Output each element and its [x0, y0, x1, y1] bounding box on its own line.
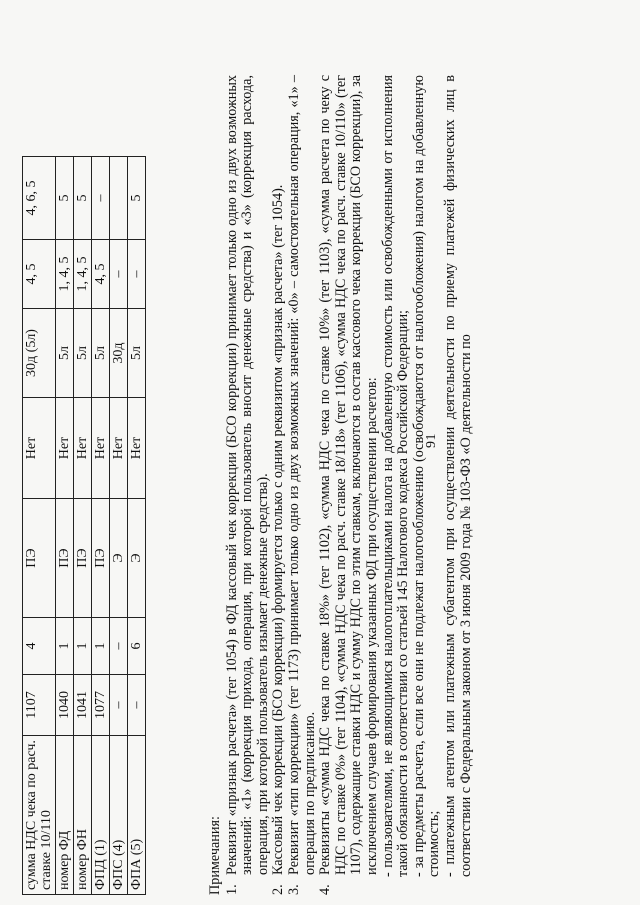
table-cell: ФПС (4) — [110, 736, 128, 895]
note-text: Реквизит «признак расчета» (тег 1054) в ФД кассовый чек коррекции (БСО коррекции) принимает только одно из двух возможных значений: «1» (коррекция прихода, операция, при которой пользователь вносит денежные средства) и «3» (коррекция расхода, операция, при которой пользователь изымает денежные средства). — [223, 75, 271, 875]
note-number: 4. — [317, 884, 334, 895]
table-row — [56, 157, 74, 895]
table-cell: Нет — [110, 398, 128, 499]
table-row — [110, 157, 128, 895]
table-cell: 1040 — [56, 675, 74, 736]
note-item — [287, 75, 318, 895]
table-cell: 1107 — [23, 675, 56, 736]
table-cell: – — [128, 675, 146, 736]
table-cell: 5 — [74, 157, 92, 240]
table-cell: Нет — [92, 398, 110, 499]
table-cell: 4 — [23, 618, 56, 675]
table-cell: – — [110, 675, 128, 736]
table-cell: Нет — [23, 398, 56, 499]
table-cell: – — [128, 240, 146, 309]
note-bullet: - пользователями, не являющимися налогоплательщиками налога на добавленную стоимость или освобожденными от исполнения такой обязанности в соответствии со статьей 145 Налогового кодекса Российской Федерации; — [379, 75, 412, 877]
table-cell: ПЭ — [56, 499, 74, 618]
table-cell: ПЭ — [74, 499, 92, 618]
requisites-table — [22, 156, 146, 895]
table-row — [23, 157, 56, 895]
table-cell: 4, 5 — [92, 240, 110, 309]
table-cell: 1077 — [92, 675, 110, 736]
table-cell: сумма НДС чека по расч. ставке 10/110 — [23, 736, 56, 895]
table-cell: 1041 — [74, 675, 92, 736]
table-cell: 1, 4, 5 — [74, 240, 92, 309]
table-cell: 1, 4, 5 — [56, 240, 74, 309]
table-cell: номер ФД — [56, 736, 74, 895]
table-cell: 6 — [128, 618, 146, 675]
note-number: 1. — [223, 884, 240, 895]
table-cell: ФПД (1) — [92, 736, 110, 895]
note-item — [271, 75, 287, 895]
table-cell: 1 — [74, 618, 92, 675]
table-cell: – — [92, 157, 110, 240]
note-text: Реквизиты «сумма НДС чека по ставке 18%» (тег 1102), «сумма НДС чека по ставке 10%» (тег 1103), «сумма расчета по чеку с НДС по ставке 0%» (тег 1104), «сумма НДС чека по расч. ставке 18/118» (тег 1106), «сумма НДС чека по расч. ставке 10/110» (тег 1107), содержащие ставки НДС и сумму НДС по этим ставкам, включаются в состав кассового чека коррекции (БСО коррекции), за исключением случаев формирования указанных ФД при осуществлении расчетов: — [317, 75, 380, 875]
table-cell: ФПА (5) — [128, 736, 146, 895]
table-cell: 5 — [128, 157, 146, 240]
table-cell: 5л — [128, 309, 146, 398]
note-bullet: - за предметы расчета, если все они не подлежат налогообложению (освобождаются от налогообложения) налогом на добавленную стоимость; — [410, 75, 443, 877]
table-cell: ПЭ — [23, 499, 56, 618]
table-row — [128, 157, 146, 895]
table-cell: 4, 5 — [23, 240, 56, 309]
table-cell: 5л — [74, 309, 92, 398]
note-item — [318, 75, 380, 895]
table-cell: Нет — [56, 398, 74, 499]
note-number: 2. — [270, 884, 287, 895]
table-cell — [110, 157, 128, 240]
note-text: Реквизит «тип коррекции» (тег 1173) принимает только одно из двух возможных значений: «0» – самостоятельная операция, «1» – операция по предписанию. — [285, 75, 318, 875]
table-cell: – — [110, 240, 128, 309]
table-cell: – — [110, 618, 128, 675]
table-cell: 1 — [56, 618, 74, 675]
table-cell: ПЭ — [92, 499, 110, 618]
notes-section — [208, 75, 474, 895]
table-cell: 5 — [56, 157, 74, 240]
notes-title: Примечания: — [207, 816, 223, 895]
table-cell: 5л — [56, 309, 74, 398]
table-cell: 30д — [110, 309, 128, 398]
page-number: 91 — [424, 433, 439, 448]
table-cell: 30д (5л) — [23, 309, 56, 398]
rotated-page — [20, 10, 630, 895]
note-number: 3. — [285, 884, 302, 895]
note-text: Кассовый чек коррекции (БСО коррекции) формируется только с одним реквизитом «признак расчета» (тег 1054). — [270, 184, 287, 875]
table-cell: 5л — [92, 309, 110, 398]
note-item — [225, 75, 272, 895]
table-row — [92, 157, 110, 895]
table-cell: 4, 6, 5 — [23, 157, 56, 240]
table-cell: 1 — [92, 618, 110, 675]
table-cell: Э — [110, 499, 128, 618]
table-cell: Нет — [74, 398, 92, 499]
table-cell: Э — [128, 499, 146, 618]
table-row — [74, 157, 92, 895]
note-bullet: - платежным агентом или платежным субагентом при осуществлении деятельности по приему платежей физических лиц в соответствии с Федеральным законом от 3 июня 2009 года № 103-ФЗ «О деятельности по — [441, 75, 474, 877]
table-cell: Нет — [128, 398, 146, 499]
table-cell: номер ФН — [74, 736, 92, 895]
